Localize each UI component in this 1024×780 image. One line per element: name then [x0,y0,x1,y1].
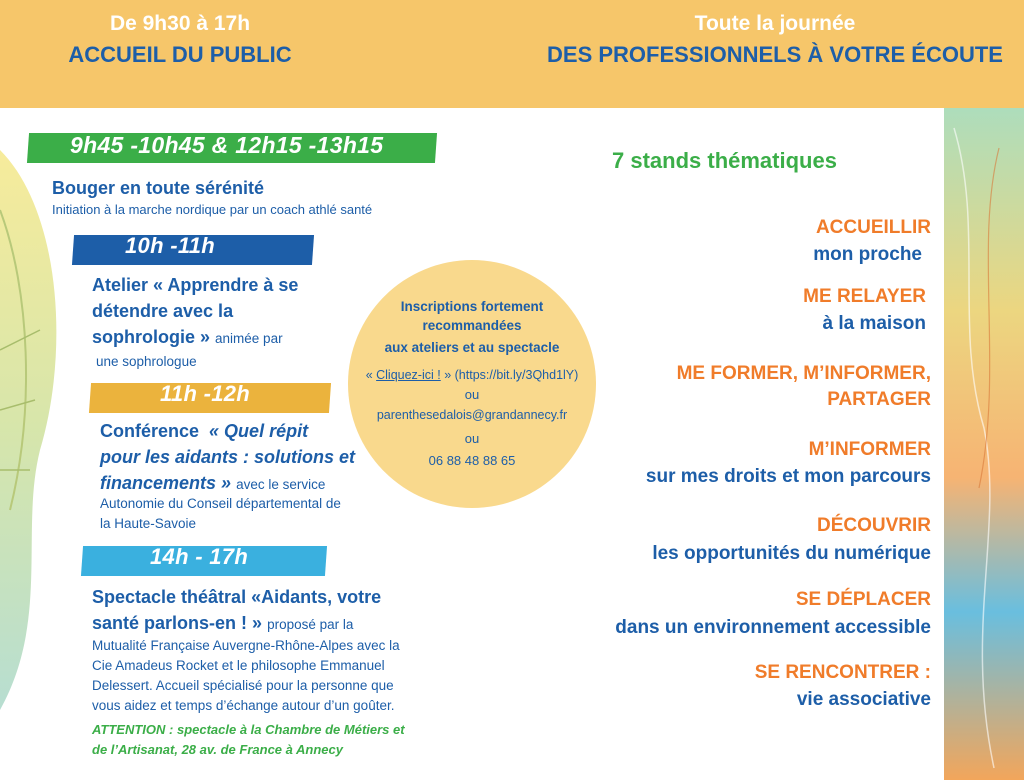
stand-relayer-sub: à la maison [822,313,926,334]
activity-title-sophro-3: sophrologie » animée par [92,327,283,347]
inscription-email[interactable]: parenthesedalois@grandannecy.fr [376,408,568,422]
time-label-4: 14h - 17h [150,544,249,569]
stand-decouvrir-head: DÉCOUVRIR [816,515,931,536]
inscription-phone[interactable]: 06 88 48 88 65 [428,453,516,468]
activity-desc-sophro: une sophrologue [96,354,197,369]
public-title: ACCUEIL DU PUBLIC [68,42,292,67]
activity-title-conf-1: Conférence « Quel répit [100,421,309,441]
time-label-1: 9h45 -10h45 & 12h15 -13h15 [70,132,384,158]
activity-title-show-1: Spectacle théâtral «Aidants, votre [92,587,382,607]
stand-rencontrer-head: SE RENCONTRER : [754,662,931,683]
activity-title-sophro-2: détendre avec la [92,301,234,321]
painted-decoration-right [944,108,1024,780]
inscription-line-1: Inscriptions fortement [400,299,544,314]
inscription-or-1: ou [464,387,480,402]
activity-title-walk: Bouger en toute sérénité [52,178,265,198]
leaf-decoration-left [0,150,70,710]
inscription-link-line: « Cliquez-ici ! » (https://bit.ly/3Qhd1lY) [365,368,579,382]
stand-accueillir-sub: mon proche [813,244,922,265]
attention-note-1: ATTENTION : spectacle à la Chambre de Métiers et [92,722,405,737]
stand-former-head: ME FORMER, M’INFORMER, [676,363,931,384]
professionals-title: DES PROFESSIONNELS À VOTRE ÉCOUTE [547,42,1003,67]
attention-note-2: de l’Artisanat, 28 av. de France à Annecy [92,742,343,757]
stand-deplacer-sub: dans un environnement accessible [615,617,931,638]
stand-former-head-2: PARTAGER [827,389,931,410]
time-label-2: 10h -11h [125,233,216,258]
stand-decouvrir-sub: les opportunités du numérique [652,543,931,564]
activity-title-conf-2: pour les aidants : solutions et [100,447,356,467]
activity-desc-show-4: vous aidez et temps d’échange autour d’un goûter. [92,698,395,713]
inscription-line-2: recommandées [422,318,522,333]
stand-relayer-head: ME RELAYER [803,286,926,307]
stand-rencontrer-sub: vie associative [796,689,931,710]
stand-accueillir-head: ACCUEILLIR [815,217,931,238]
activity-title-show-2: santé parlons-en ! » proposé par la [92,613,354,633]
stand-informer-head: M’INFORMER [808,439,931,460]
stand-deplacer-head: SE DÉPLACER [795,589,931,610]
inscription-circle [348,260,596,508]
activity-title-conf-3: financements » avec le service [100,473,326,493]
stand-informer-sub: sur mes droits et mon parcours [645,466,931,487]
activity-desc-conf-2: la Haute-Savoie [100,516,197,531]
public-hours: De 9h30 à 17h [109,12,251,35]
time-label-3: 11h -12h [160,381,251,406]
activity-desc-walk: Initiation à la marche nordique par un coach athlé santé [52,202,373,217]
inscription-or-2: ou [464,431,480,446]
activity-desc-show-1: Mutualité Française Auvergne-Rhône-Alpes avec la [92,638,400,653]
register-link[interactable]: Cliquez-ici ! [376,368,441,382]
activity-desc-conf-1: Autonomie du Conseil départemental de [100,496,341,511]
stands-title: 7 stands thématiques [612,148,837,173]
activity-desc-show-3: Delessert. Accueil spécialisé pour la personne que [92,678,394,693]
activity-title-sophro-1: Atelier « Apprendre à se [92,275,299,295]
all-day-label: Toute la journée [694,12,856,35]
activity-desc-show-2: Cie Amadeus Rocket et le philosophe Emmanuel [92,658,385,673]
inscription-line-3: aux ateliers et au spectacle [384,340,560,355]
